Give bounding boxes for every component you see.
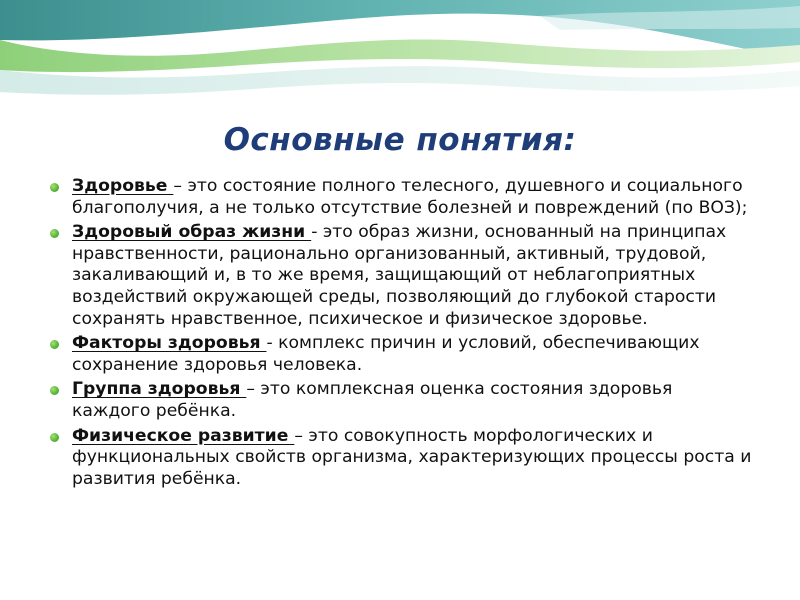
term-health-factors: Факторы здоровья (72, 333, 267, 354)
definition-health-factors: - комплекс причин и условий, обеспечивающих сохранение здоровья человека. (72, 333, 700, 375)
definition-health: – это состояние полного телесного, душевного и социального благополучия, а не только отсутствие болезней и повреждений (по ВОЗ); (72, 176, 748, 218)
term-health: Здоровье (72, 176, 174, 196)
definition-healthy-lifestyle: - это образ жизни, основанный на принципах нравственности, рационально организованный, активный, трудовой, закаливающий и, в то же время, защищающий от неблагоприятных воздействий окружающей среды, позволяющий до глубокой старости сохранять нравственное, психическое и физическое здоровье. (72, 222, 727, 329)
bullet-icon (50, 183, 59, 192)
list-item (46, 333, 756, 376)
bullet-icon (50, 340, 59, 349)
list-item (46, 222, 756, 330)
term-health-group: Группа здоровья (72, 379, 247, 400)
bullet-icon (50, 229, 59, 238)
slide-title: Основные понятия: (223, 122, 577, 158)
list-item (46, 379, 756, 422)
definition-health-group: – это комплексная оценка состояния здоровья каждого ребёнка. (72, 379, 673, 421)
bullet-icon (50, 433, 59, 442)
list-item (46, 176, 756, 219)
term-healthy-lifestyle: Здоровый образ жизни (72, 222, 312, 243)
list-item (46, 426, 756, 491)
term-physical-development: Физическое развитие (72, 425, 295, 446)
definitions-list (46, 176, 756, 493)
bullet-icon (50, 386, 59, 395)
definition-physical-development: – это совокупность морфологических и функциональных свойств организма, характеризующих процессы роста и развития ребёнка. (72, 425, 752, 489)
